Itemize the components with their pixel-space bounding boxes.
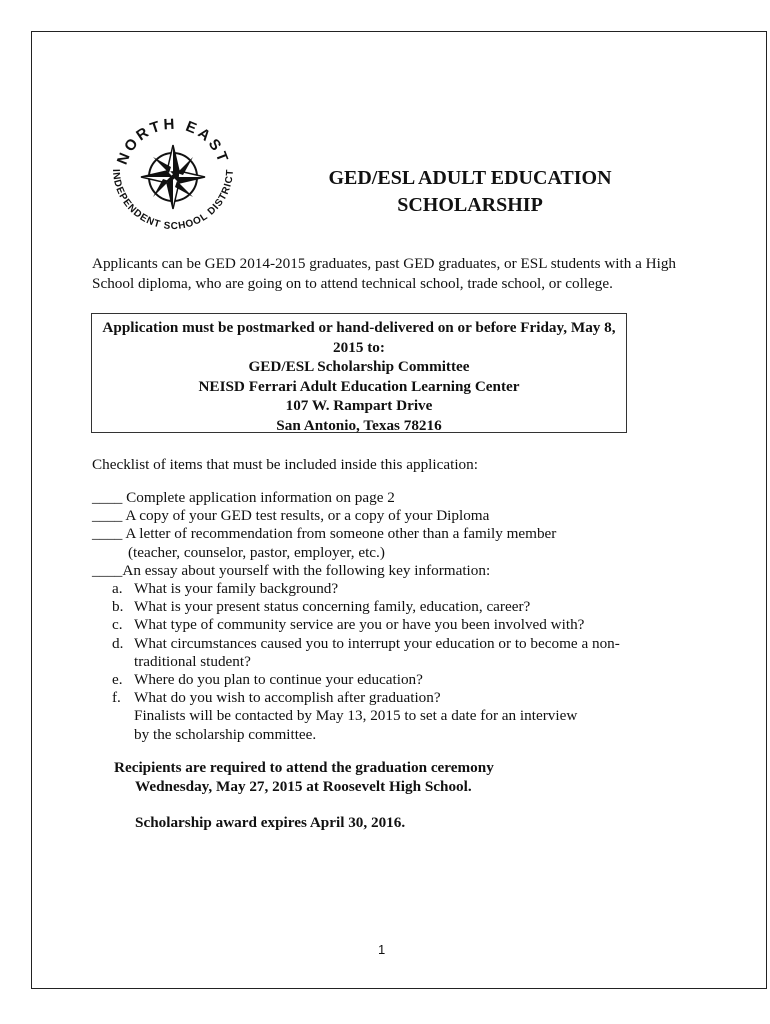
city-state-zip: San Antonio, Texas 78216	[276, 416, 442, 434]
eligibility-paragraph	[92, 254, 692, 294]
essay-question: b. What is your present status concerning family, education, career?	[112, 598, 531, 616]
essay-question: f. What do you wish to accomplish after graduation?	[112, 689, 441, 707]
recipients-line-1: Recipients are required to attend the graduation ceremony	[114, 759, 494, 776]
checklist	[92, 489, 692, 744]
checklist-item-essay: ____An essay about yourself with the following key information:	[92, 561, 491, 579]
title-line-2: SCHOLARSHIP	[397, 194, 543, 216]
logo-text-top: NORTH EAST	[113, 115, 233, 167]
checklist-item-ged-results: ____ A copy of your GED test results, or a copy of your Diploma	[92, 507, 490, 525]
finalists-note-line-1: Finalists will be contacted by May 13, 2015 to set a date for an interview	[134, 707, 578, 725]
deadline-line-2: 2015 to:	[333, 338, 385, 356]
graduation-requirement	[114, 758, 494, 796]
center-name: NEISD Ferrari Adult Education Learning Center	[198, 377, 520, 395]
document-title	[300, 165, 640, 219]
mailing-address-box	[91, 313, 627, 433]
page-number: 1	[378, 942, 386, 957]
compass-star-icon	[141, 145, 205, 209]
finalists-note-line-2: by the scholarship committee.	[134, 725, 317, 743]
logo-text-bottom: INDEPENDENT SCHOOL DISTRICT	[109, 168, 237, 233]
checklist-item-recommendation-examples: (teacher, counselor, pastor, employer, etc.)	[128, 543, 385, 561]
essay-question: a. What is your family background?	[112, 580, 339, 598]
essay-question: e. Where do you plan to continue your education?	[112, 671, 423, 689]
essay-question-continued: traditional student?	[134, 652, 251, 670]
essay-question: d. What circumstances caused you to interrupt your education or to become a non-	[112, 634, 620, 652]
intro-line-1: Applicants can be GED 2014-2015 graduates, past GED graduates, or ESL students with a High	[92, 255, 677, 272]
checklist-item-application: ____ Complete application information on page 2	[92, 489, 395, 506]
essay-question: c. What type of community service are you or have you been involved with?	[112, 616, 585, 634]
street-address: 107 W. Rampart Drive	[285, 397, 433, 415]
checklist-item-recommendation: ____ A letter of recommendation from someone other than a family member	[92, 525, 557, 543]
committee-name: GED/ESL Scholarship Committee	[248, 358, 470, 376]
expiration-notice: Scholarship award expires April 30, 2016.	[135, 814, 406, 831]
checklist-heading: Checklist of items that must be included inside this application:	[92, 456, 478, 473]
title-line-1: GED/ESL ADULT EDUCATION	[328, 167, 612, 189]
recipients-line-2: Wednesday, May 27, 2015 at Roosevelt High School.	[135, 778, 472, 795]
intro-line-2: School diploma, who are going on to attend technical school, trade school, or college.	[92, 275, 613, 292]
deadline-line-1: Application must be postmarked or hand-delivered on or before Friday, May 8,	[102, 319, 616, 336]
district-logo	[103, 107, 243, 247]
